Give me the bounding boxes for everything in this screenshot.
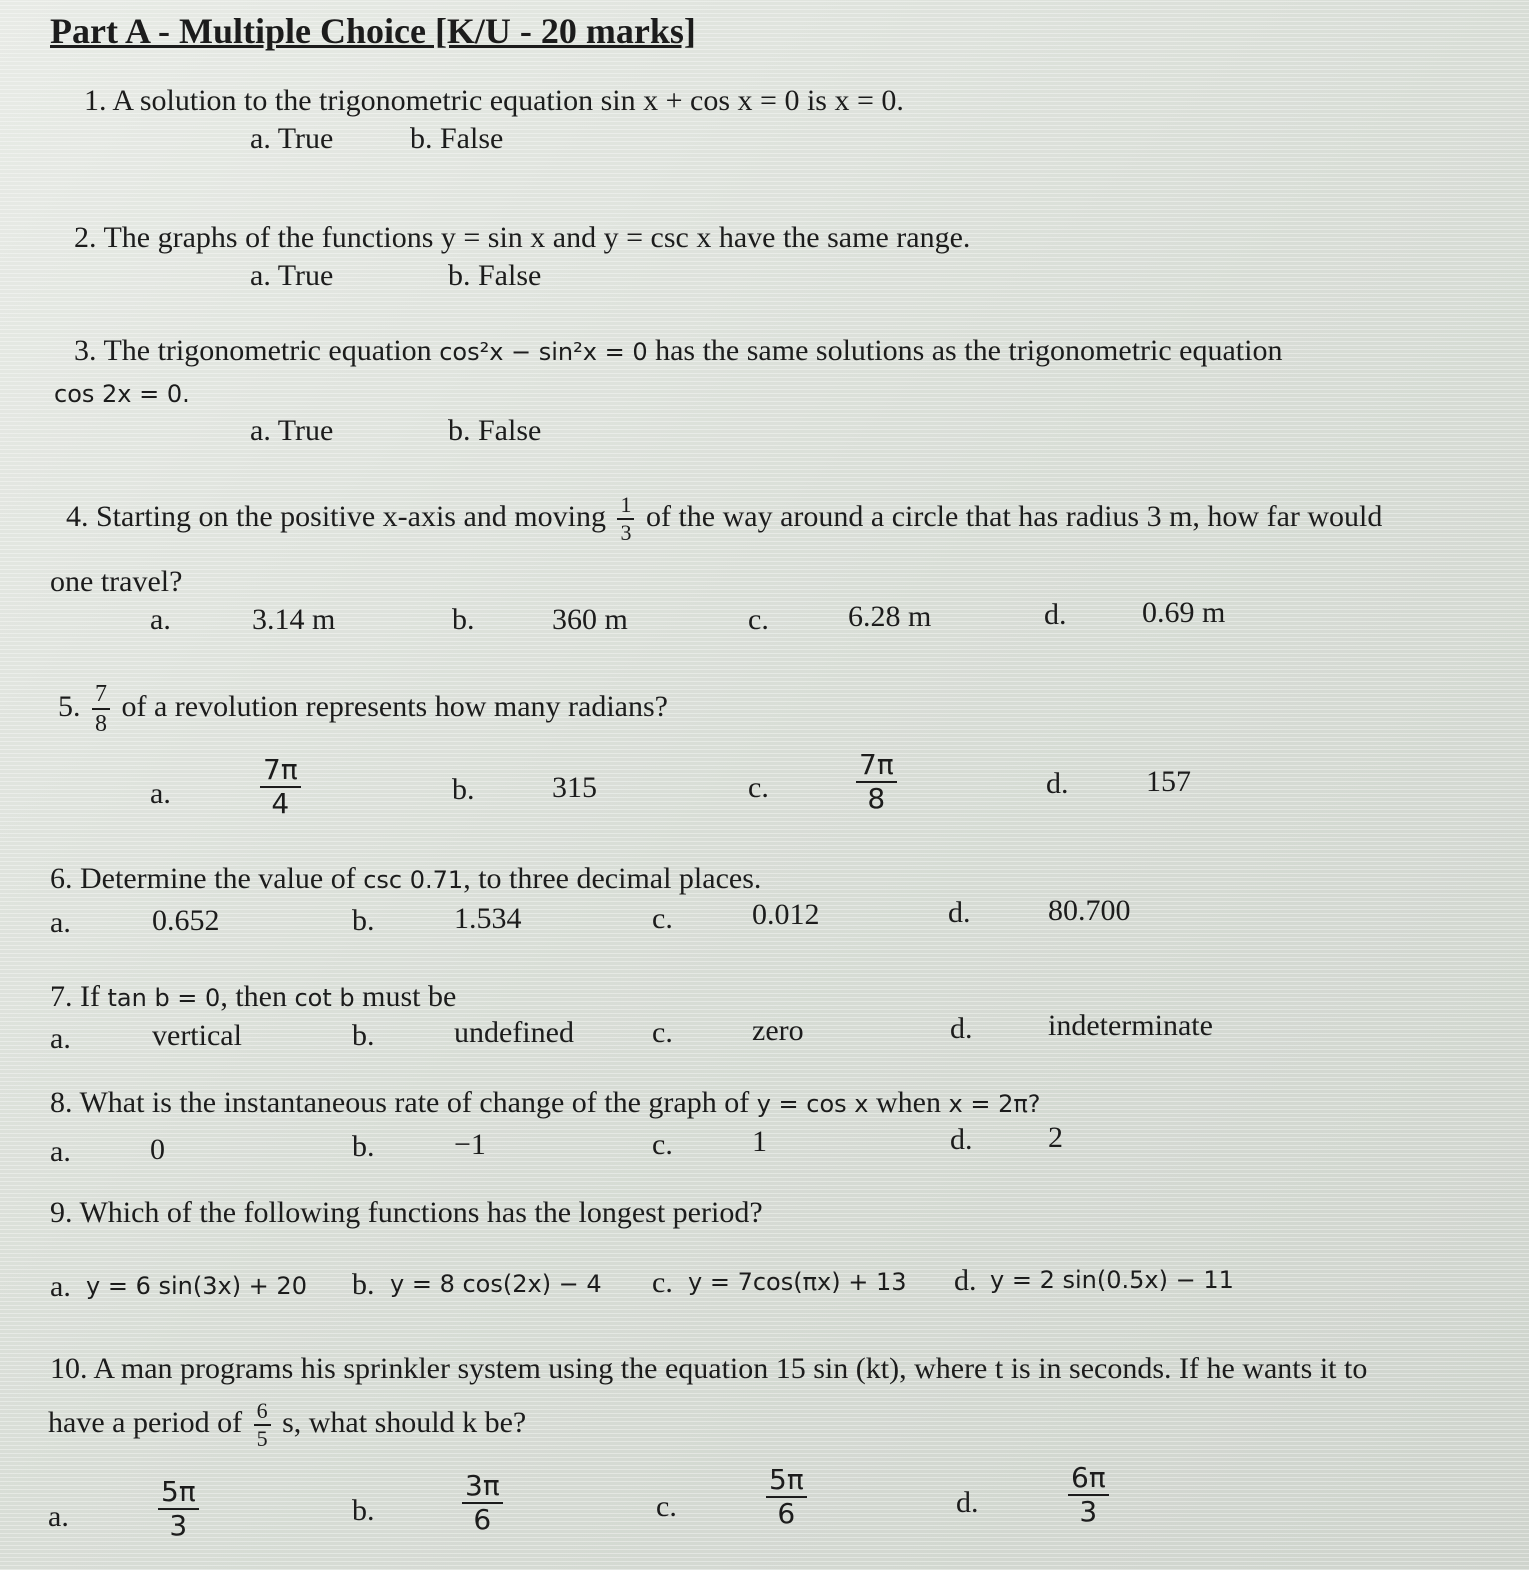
- question-10-line-1: 10. A man programs his sprinkler system using the equation 15 sin (kt), where t is in seconds. If he wants it to: [50, 1352, 1368, 1385]
- question-4-label-b: b.: [452, 603, 475, 636]
- question-10-option-b[interactable]: [458, 1469, 507, 1536]
- question-6-text: [50, 862, 761, 896]
- question-10-label-d: d.: [956, 1486, 979, 1519]
- question-6-option-d[interactable]: 80.700: [1048, 894, 1131, 927]
- question-6-expression: csc 0.71: [363, 866, 464, 894]
- question-6-suffix: , to three decimal places.: [463, 862, 762, 895]
- question-3-option-a[interactable]: a. True: [250, 414, 334, 447]
- question-6-label-a: a.: [50, 906, 71, 939]
- question-7-middle: , then: [220, 980, 287, 1013]
- question-4-option-d[interactable]: 0.69 m: [1142, 596, 1226, 629]
- question-5-line-1: [58, 682, 668, 736]
- question-2-text: 2. The graphs of the functions y = sin x and y = csc x have the same range.: [74, 221, 971, 254]
- question-3-equation-2: cos 2x = 0.: [54, 380, 190, 408]
- question-5-label-b: b.: [452, 773, 475, 806]
- question-8-prefix: 8. What is the instantaneous rate of change of the graph of: [50, 1086, 750, 1119]
- question-10-line-2: [48, 1400, 526, 1450]
- question-7-label-a: a.: [50, 1022, 71, 1055]
- question-10-line-2-suffix: s, what should k be?: [282, 1405, 527, 1439]
- question-8-option-d[interactable]: 2: [1048, 1121, 1063, 1154]
- question-7-option-c[interactable]: zero: [752, 1014, 804, 1047]
- question-3-prefix: 3. The trigonometric equation: [74, 334, 432, 367]
- question-10-option-d[interactable]: [1064, 1461, 1113, 1528]
- question-8-label-c: c.: [652, 1128, 673, 1161]
- question-5-option-a-numerator: 7π: [260, 756, 301, 788]
- question-6-prefix: 6. Determine the value of: [50, 862, 356, 895]
- question-4-label-a: a.: [150, 603, 171, 636]
- question-7-label-c: c.: [652, 1016, 673, 1049]
- question-5-prefix: 5.: [58, 689, 81, 723]
- question-10-fraction: [254, 1400, 271, 1450]
- question-9-text: 9. Which of the following functions has the longest period?: [50, 1196, 763, 1229]
- question-8-option-b[interactable]: −1: [454, 1128, 486, 1161]
- question-3-option-b[interactable]: b. False: [448, 414, 542, 447]
- question-8-point: x = 2π?: [948, 1090, 1041, 1118]
- question-6-option-c[interactable]: 0.012: [752, 898, 820, 931]
- question-10-option-d-fraction: [1068, 1461, 1109, 1528]
- question-6-label-b: b.: [352, 904, 375, 937]
- question-10-fraction-numerator: 6: [254, 1400, 271, 1426]
- question-7-label-b: b.: [352, 1019, 375, 1052]
- question-4-label-d: d.: [1044, 598, 1067, 631]
- question-7-prefix: 7. If: [50, 980, 100, 1013]
- question-10-option-c-denominator: 6: [777, 1497, 796, 1530]
- question-5-option-c-numerator: 7π: [856, 751, 897, 783]
- question-4-fraction-denominator: 3: [620, 520, 632, 545]
- question-8-label-d: d.: [950, 1123, 973, 1156]
- question-9-label-a: a.: [50, 1270, 71, 1303]
- question-5-option-d[interactable]: 157: [1146, 765, 1191, 798]
- question-2-option-b[interactable]: b. False: [448, 259, 542, 292]
- question-4-prefix: 4. Starting on the positive x-axis and moving: [66, 499, 606, 533]
- question-6-option-b[interactable]: 1.534: [454, 902, 522, 935]
- question-7-suffix: must be: [362, 980, 457, 1013]
- question-10-option-c-numerator: 5π: [766, 1466, 807, 1498]
- question-9-label-d: d.: [954, 1264, 977, 1297]
- question-5-label-d: d.: [1046, 767, 1069, 800]
- question-6-option-a[interactable]: 0.652: [152, 904, 220, 937]
- question-5-label-a: a.: [150, 777, 171, 810]
- question-8-label-a: a.: [50, 1135, 71, 1168]
- page-title: Part A - Multiple Choice [K/U - 20 marks]: [50, 11, 696, 51]
- question-7-expression: cot b: [294, 984, 355, 1012]
- question-10-option-c-fraction: [766, 1463, 807, 1530]
- question-6-label-c: c.: [652, 902, 673, 935]
- question-10-option-d-denominator: 3: [1079, 1495, 1098, 1528]
- question-7-option-a[interactable]: vertical: [152, 1019, 242, 1052]
- question-3-suffix: has the same solutions as the trigonometric equation: [655, 334, 1283, 367]
- question-6-label-d: d.: [948, 896, 971, 929]
- question-5-option-b[interactable]: 315: [552, 771, 597, 804]
- question-5-option-a-denominator: 4: [271, 787, 290, 820]
- question-10-option-a[interactable]: [154, 1475, 203, 1542]
- question-10-line-2-prefix: have a period of: [48, 1405, 243, 1439]
- question-5-fraction: [92, 682, 110, 736]
- question-10-fraction-denominator: 5: [256, 1426, 268, 1451]
- question-10-option-b-numerator: 3π: [462, 1472, 503, 1504]
- question-5-option-a[interactable]: [256, 753, 305, 820]
- question-4-fraction: [617, 494, 634, 544]
- question-4-line-2: one travel?: [50, 565, 183, 598]
- question-10-option-d-numerator: 6π: [1068, 1464, 1109, 1496]
- question-4-suffix: of the way around a circle that has radius 3 m, how far would: [645, 499, 1383, 533]
- question-4-label-c: c.: [748, 603, 769, 636]
- question-9-option-a[interactable]: y = 6 sin(3x) + 20: [86, 1272, 307, 1300]
- question-10-option-b-denominator: 6: [473, 1503, 492, 1536]
- question-4-option-c[interactable]: 6.28 m: [848, 600, 932, 633]
- question-8-function: y = cos x: [756, 1090, 869, 1118]
- question-7-option-b[interactable]: undefined: [454, 1016, 574, 1049]
- question-10-option-a-denominator: 3: [169, 1509, 188, 1542]
- question-8-text: [50, 1086, 1041, 1120]
- question-9-option-b[interactable]: y = 8 cos(2x) − 4: [390, 1270, 602, 1298]
- question-2-option-a[interactable]: a. True: [250, 259, 334, 292]
- question-8-option-a[interactable]: 0: [150, 1133, 165, 1166]
- question-7-label-d: d.: [950, 1012, 973, 1045]
- question-5-option-c-fraction: [856, 748, 897, 815]
- question-7-text: [50, 980, 456, 1014]
- question-4-option-a[interactable]: 3.14 m: [252, 603, 336, 636]
- question-8-option-c[interactable]: 1: [752, 1125, 767, 1158]
- question-1-option-b[interactable]: b. False: [410, 122, 504, 155]
- question-8-middle: when: [876, 1086, 941, 1119]
- question-3-line-1: [74, 334, 1282, 368]
- question-9-label-b: b.: [352, 1268, 375, 1301]
- question-10-label-c: c.: [656, 1490, 677, 1523]
- question-10-option-a-fraction: [158, 1475, 199, 1542]
- question-8-label-b: b.: [352, 1130, 375, 1163]
- question-9-option-c[interactable]: y = 7cos(πx) + 13: [688, 1268, 907, 1296]
- question-10-label-b: b.: [352, 1494, 375, 1527]
- question-5-option-c[interactable]: [852, 748, 901, 815]
- question-4-line-1: [66, 494, 1382, 544]
- question-9-option-d[interactable]: y = 2 sin(0.5x) − 11: [990, 1266, 1234, 1294]
- question-5-fraction-denominator: 8: [95, 711, 107, 737]
- question-1-option-a[interactable]: a. True: [250, 122, 334, 155]
- question-7-option-d[interactable]: indeterminate: [1048, 1009, 1213, 1042]
- question-3-equation-1: cos²x − sin²x = 0: [439, 338, 648, 366]
- question-4-option-b[interactable]: 360 m: [552, 603, 628, 636]
- question-10-label-a: a.: [48, 1500, 69, 1533]
- question-5-fraction-numerator: 7: [92, 682, 110, 710]
- question-10-option-b-fraction: [462, 1469, 503, 1536]
- question-4-fraction-numerator: 1: [617, 494, 634, 520]
- question-10-option-c[interactable]: [762, 1463, 811, 1530]
- question-10-option-a-numerator: 5π: [158, 1478, 199, 1510]
- question-9-label-c: c.: [652, 1266, 673, 1299]
- question-1-text: 1. A solution to the trigonometric equation sin x + cos x = 0 is x = 0.: [84, 84, 904, 117]
- question-5-option-a-fraction: [260, 753, 301, 820]
- question-7-condition: tan b = 0: [107, 984, 221, 1012]
- question-5-option-c-denominator: 8: [867, 782, 886, 815]
- question-5-label-c: c.: [748, 771, 769, 804]
- question-5-suffix: of a revolution represents how many radians?: [121, 689, 668, 723]
